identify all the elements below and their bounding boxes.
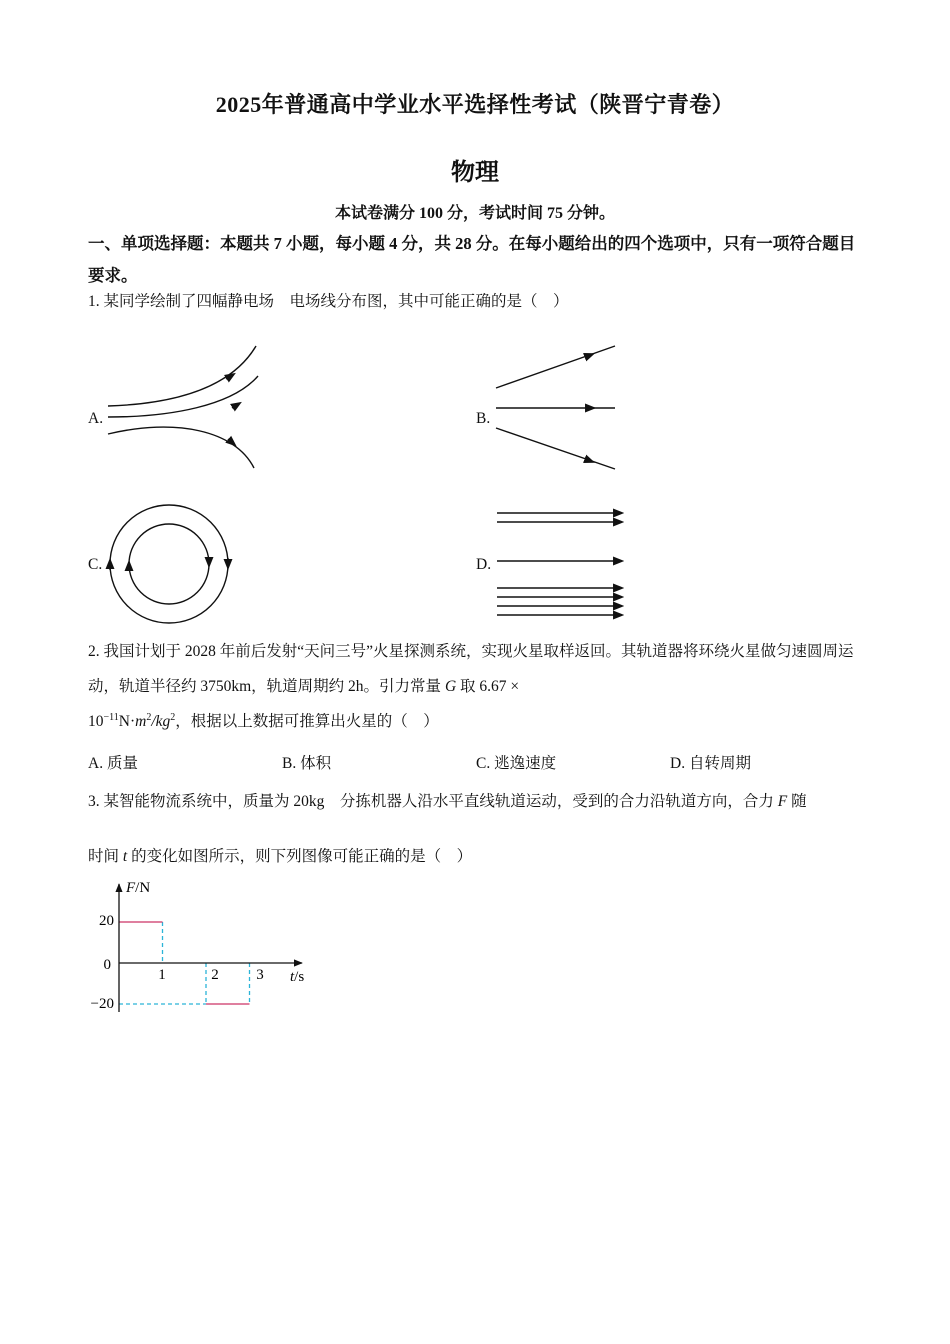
exam-note: 本试卷满分 100 分，考试时间 75 分钟。 (334, 205, 615, 222)
q1-field-line-diagrams (0, 0, 950, 640)
diagram-b (496, 346, 615, 469)
q3-stem-part-a: 3. 某智能物流系统中，质量为 20kg 分拣机器人沿水平直线轨道运动，受到的合力沿轨道方向，合力 (88, 793, 778, 810)
q1-option-d-label: D. (476, 556, 492, 573)
diagram-d (497, 513, 622, 615)
q3-stem-part-d: 的变化如图所示，则下列图像可能正确的是（ ） (127, 848, 473, 865)
q3-var-t: t (122, 848, 128, 865)
q2-stem-part-b: 取 6.67 × 10 (88, 678, 520, 730)
q3-force-time-graph (80, 876, 340, 1026)
graph-x-tick-1: 1 (158, 967, 166, 983)
field-line-c-inner (129, 524, 209, 604)
q3-stem-part-b: 随 (787, 793, 807, 810)
q2-constant-g: G (444, 678, 457, 695)
q1-option-a-label: A. (88, 410, 104, 427)
q2-unit-m: m (135, 713, 147, 730)
section-heading: 一、单项选择题：本题共 7 小题，每小题 4 分，共 28 分。在每小题给出的四个选项中，只有一项符合题目要求。 (88, 234, 856, 285)
q1-option-c-label: C. (88, 556, 103, 573)
q2-option-c: C. 逃逸速度 (476, 755, 557, 772)
subject-title: 物理 (451, 160, 499, 186)
graph-y-label: F/N (126, 880, 151, 896)
q2-exponent-2: 2 (146, 711, 152, 723)
field-line-b3 (496, 428, 615, 469)
field-line-b1 (496, 346, 615, 388)
field-line-a3 (108, 427, 254, 468)
q2-option-b: B. 体积 (282, 755, 332, 772)
question-1-stem: 1. 某同学绘制了四幅静电场 电场线分布图，其中可能正确的是（ ） (88, 293, 569, 310)
q1-option-b-label: B. (476, 410, 491, 427)
graph-x-tick-2: 2 (211, 967, 219, 983)
field-line-a2 (108, 376, 258, 417)
graph-y-tick-neg20: −20 (90, 996, 114, 1012)
field-line-c-outer (110, 505, 228, 623)
q2-option-d: D. 自转周期 (670, 755, 751, 772)
q2-stem-part-a: 2. 我国计划于 2028 年前后发射“天问三号”火星探测系统，实现火星取样返回。其轨道器将环绕火星做匀速圆周运动，轨道半径约 3750km，轨道周期约 2h。引力常量 (88, 643, 854, 695)
question-2-stem (88, 634, 868, 739)
graph-y-tick-20: 20 (99, 913, 114, 929)
q3-var-f: F (777, 793, 788, 810)
question-3-stem-line-2 (88, 846, 868, 868)
q2-option-a: A. 质量 (88, 755, 138, 772)
diagram-c (110, 505, 228, 623)
q2-exponent-1: −11 (103, 711, 119, 723)
q2-stem-part-c: ，根据以上数据可推算出火星的（ ） (175, 713, 439, 730)
exam-title: 2025年普通高中学业水平选择性考试（陕晋宁青卷） (215, 92, 735, 117)
field-line-a1 (108, 346, 256, 406)
question-3-stem-line-1 (88, 791, 868, 813)
q3-stem-part-c: 时间 (88, 848, 123, 865)
diagram-a (108, 346, 258, 468)
graph-x-label: t/s (290, 969, 305, 985)
q2-unit-kg: /kg (151, 713, 171, 730)
graph-y-tick-0: 0 (103, 957, 111, 973)
graph-x-tick-3: 3 (256, 967, 264, 983)
q2-unit-n: N· (118, 713, 136, 730)
q2-exponent-3: 2 (170, 711, 176, 723)
